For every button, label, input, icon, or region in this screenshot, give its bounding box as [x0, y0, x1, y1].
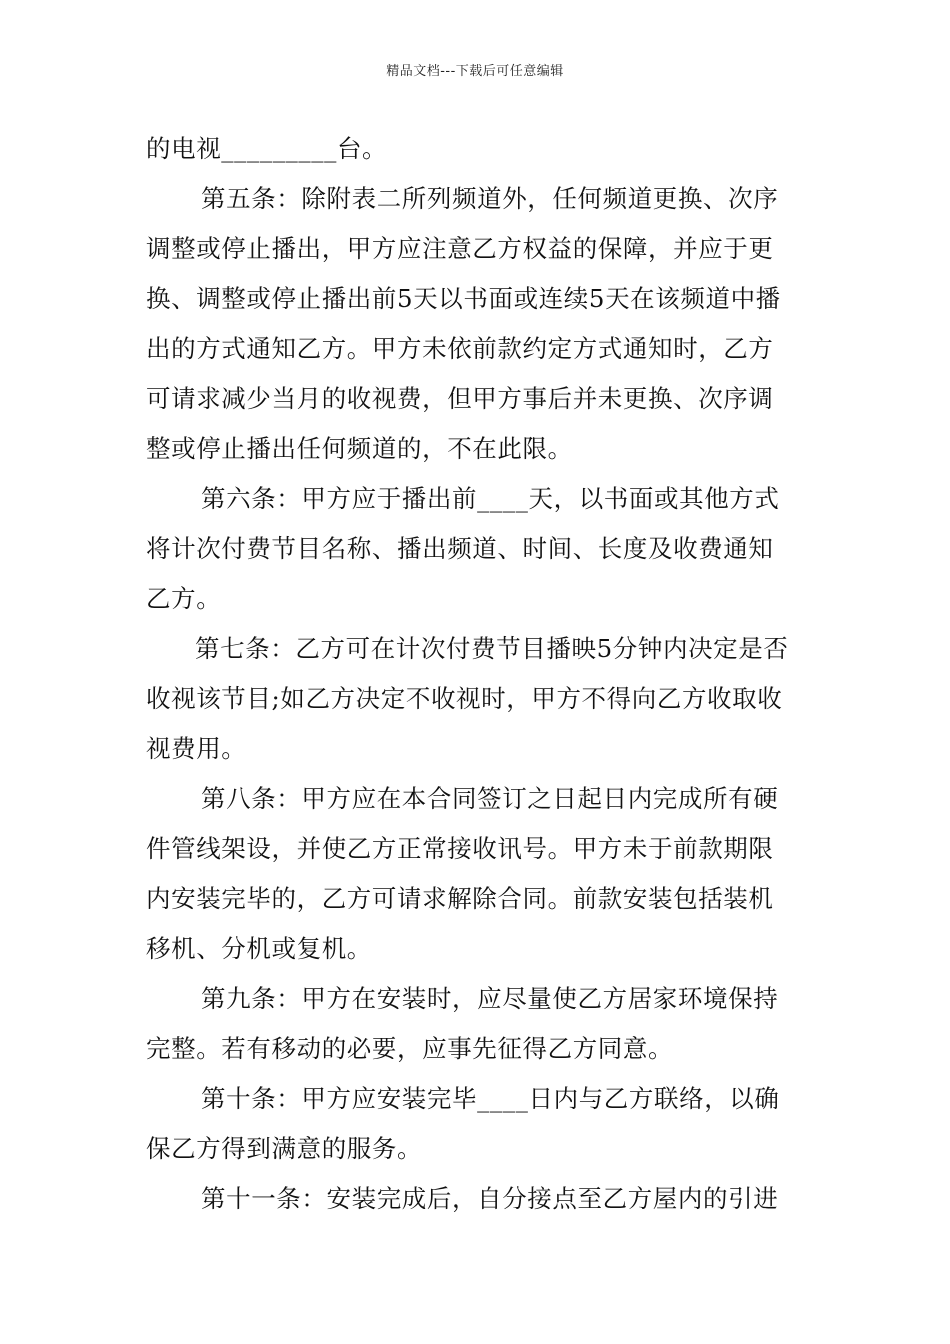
article-9-line: 第九条：甲方在安装时，应尽量使乙方居家环境保持	[201, 984, 779, 1013]
paragraph-line: 的电视_________台。	[146, 134, 388, 163]
article-6-line: 第六条：甲方应于播出前____天，以书面或其他方式	[201, 484, 780, 513]
paragraph-line: 移机、分机或复机。	[146, 934, 372, 963]
paragraph-line: 整或停止播出任何频道的，不在此限。	[146, 434, 573, 463]
article-5-line: 第五条：除附表二所列频道外，任何频道更换、次序	[201, 184, 779, 213]
article-7-line: 第七条：乙方可在计次付费节目播映5分钟内决定是否	[195, 634, 789, 663]
article-11-line: 第十一条：安装完成后，自分接点至乙方屋内的引进	[201, 1184, 779, 1213]
paragraph-line: 可请求减少当月的收视费，但甲方事后并未更换、次序调	[146, 384, 774, 413]
paragraph-line: 换、调整或停止播出前5天以书面或连续5天在该频道中播	[146, 284, 781, 313]
paragraph-line: 乙方。	[146, 584, 222, 613]
paragraph-line: 收视该节目;如乙方决定不收视时，甲方不得向乙方收取收	[146, 684, 783, 713]
document-body	[146, 124, 811, 1224]
paragraph-line: 件管线架设，并使乙方正常接收讯号。甲方未于前款期限	[146, 834, 774, 863]
paragraph-line: 保乙方得到满意的服务。	[146, 1134, 423, 1163]
page-header: 精品文档---下载后可任意编辑	[386, 64, 564, 79]
paragraph-line: 出的方式通知乙方。甲方未依前款约定方式通知时，乙方	[146, 334, 774, 363]
paragraph-line: 完整。若有移动的必要，应事先征得乙方同意。	[146, 1034, 674, 1063]
paragraph-line: 视费用。	[146, 734, 247, 763]
paragraph-line: 调整或停止播出，甲方应注意乙方权益的保障，并应于更	[146, 234, 774, 263]
article-8-line: 第八条：甲方应在本合同签订之日起日内完成所有硬	[201, 784, 779, 813]
article-10-line: 第十条：甲方应安装完毕____日内与乙方联络，以确	[201, 1084, 780, 1113]
paragraph-line: 内安装完毕的，乙方可请求解除合同。前款安装包括装机	[146, 884, 774, 913]
paragraph-line: 将计次付费节目名称、播出频道、时间、长度及收费通知	[146, 534, 774, 563]
